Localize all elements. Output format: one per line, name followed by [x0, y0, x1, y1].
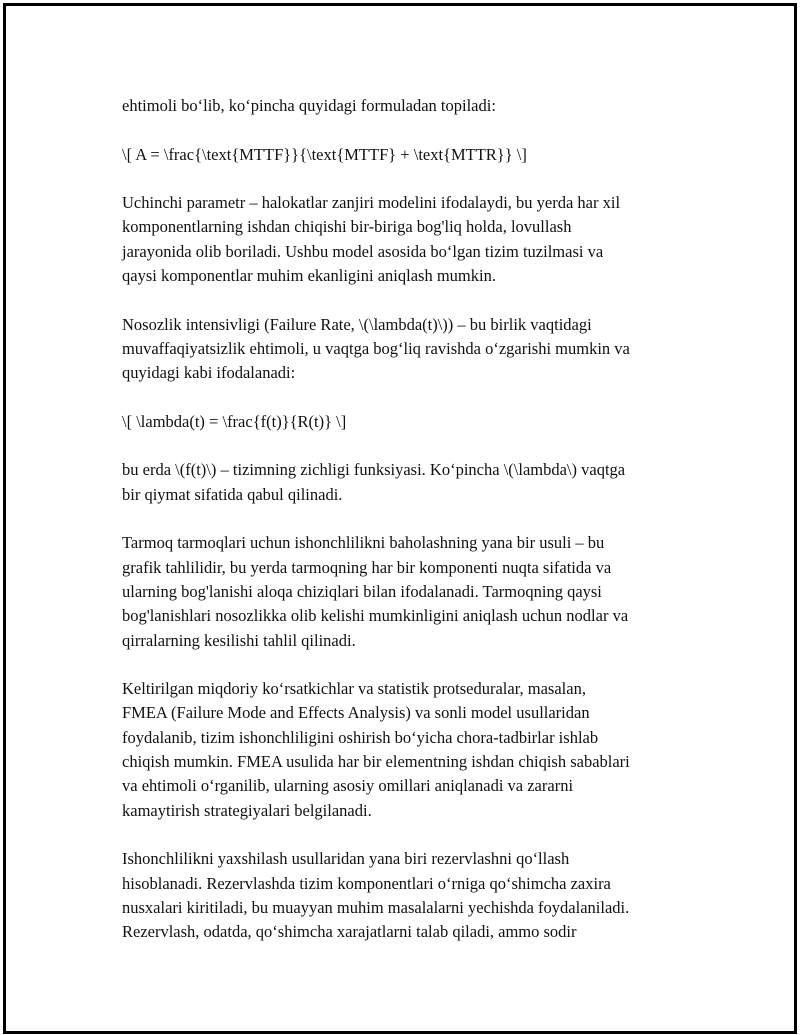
- formula-availability: [122, 143, 702, 167]
- paragraph: [122, 191, 702, 288]
- text-line: Nosozlik intensivligi (Failure Rate, \(\lambda(t)\)) – bu birlik vaqtidagi: [122, 314, 592, 334]
- text-line: qaysi komponentlar muhim ekanligini aniqlash mumkin.: [122, 266, 496, 286]
- text-line: va ehtimoli o‘rganilib, ularning asosiy omillari aniqlanadi va zararni: [122, 776, 574, 796]
- text-line: Keltirilgan miqdoriy ko‘rsatkichlar va statistik protseduralar, masalan,: [122, 679, 586, 699]
- text-line: foydalanib, tizim ishonchliligini oshirish bo‘yicha chora-tadbirlar ishlab: [122, 727, 599, 747]
- text-line: komponentlarning ishdan chiqishi bir-biriga bog'liq holda, lovullash: [122, 217, 572, 237]
- paragraph: [122, 94, 702, 118]
- text-line: \[ A = \frac{\text{MTTF}}{\text{MTTF} + \text{MTTR}} \]: [122, 144, 527, 164]
- text-line: jarayonida olib boriladi. Ushbu model asosida bo‘lgan tizim tuzilmasi va: [122, 241, 604, 261]
- text-line: muvaffaqiyatsizlik ehtimoli, u vaqtga bog‘liq ravishda o‘zgarishi mumkin va: [122, 338, 630, 358]
- text-line: \[ \lambda(t) = \frac{f(t)}{R(t)} \]: [122, 411, 347, 431]
- text-line: Tarmoq tarmoqlari uchun ishonchlilikni baholashning yana bir usuli – bu: [122, 533, 605, 553]
- text-line: chiqish mumkin. FMEA usulida har bir elementning ishdan chiqish sabablari: [122, 752, 630, 772]
- text-line: hisoblanadi. Rezervlashda tizim komponentlari o‘rniga qo‘shimcha zaxira: [122, 873, 611, 893]
- text-line: grafik tahlilidir, bu yerda tarmoqning har bir komponenti nuqta sifatida va: [122, 557, 612, 577]
- paragraph: [122, 847, 702, 944]
- text-line: qirralarning kesilishi tahlil qilinadi.: [122, 630, 356, 650]
- document-body: [122, 94, 702, 969]
- text-line: Rezervlash, odatda, qo‘shimcha xarajatlarni talab qiladi, ammo sodir: [122, 922, 577, 942]
- text-line: bog'lanishlari nosozlikka olib kelishi mumkinligini aniqlash uchun nodlar va: [122, 606, 629, 626]
- paragraph: [122, 677, 702, 823]
- text-line: kamaytirish strategiyalari belgilanadi.: [122, 800, 372, 820]
- paragraph: [122, 313, 702, 386]
- text-line: Uchinchi parametr – halokatlar zanjiri modelini ifodalaydi, bu yerda har xil: [122, 193, 621, 213]
- text-line: ehtimoli bo‘lib, ko‘pincha quyidagi formuladan topiladi:: [122, 96, 496, 115]
- page-frame: [3, 3, 797, 1034]
- paragraph: [122, 458, 702, 507]
- text-line: ularning bog'lanishi aloqa chiziqlari bilan ifodalanadi. Tarmoqning qaysi: [122, 581, 602, 601]
- paragraph: [122, 531, 702, 652]
- text-line: Ishonchlilikni yaxshilash usullaridan yana biri rezervlashni qo‘llash: [122, 849, 570, 869]
- text-line: FMEA (Failure Mode and Effects Analysis) va sonli model usullaridan: [122, 703, 590, 723]
- text-line: bu erda \(f(t)\) – tizimning zichligi funksiyasi. Ko‘pincha \(\lambda\) vaqtga: [122, 460, 626, 480]
- formula-failure-rate: [122, 410, 702, 434]
- text-line: quyidagi kabi ifodalanadi:: [122, 363, 296, 383]
- text-line: nusxalari kiritiladi, bu muayyan muhim masalalarni yechishda foydalaniladi.: [122, 897, 630, 917]
- text-line: bir qiymat sifatida qabul qilinadi.: [122, 484, 343, 504]
